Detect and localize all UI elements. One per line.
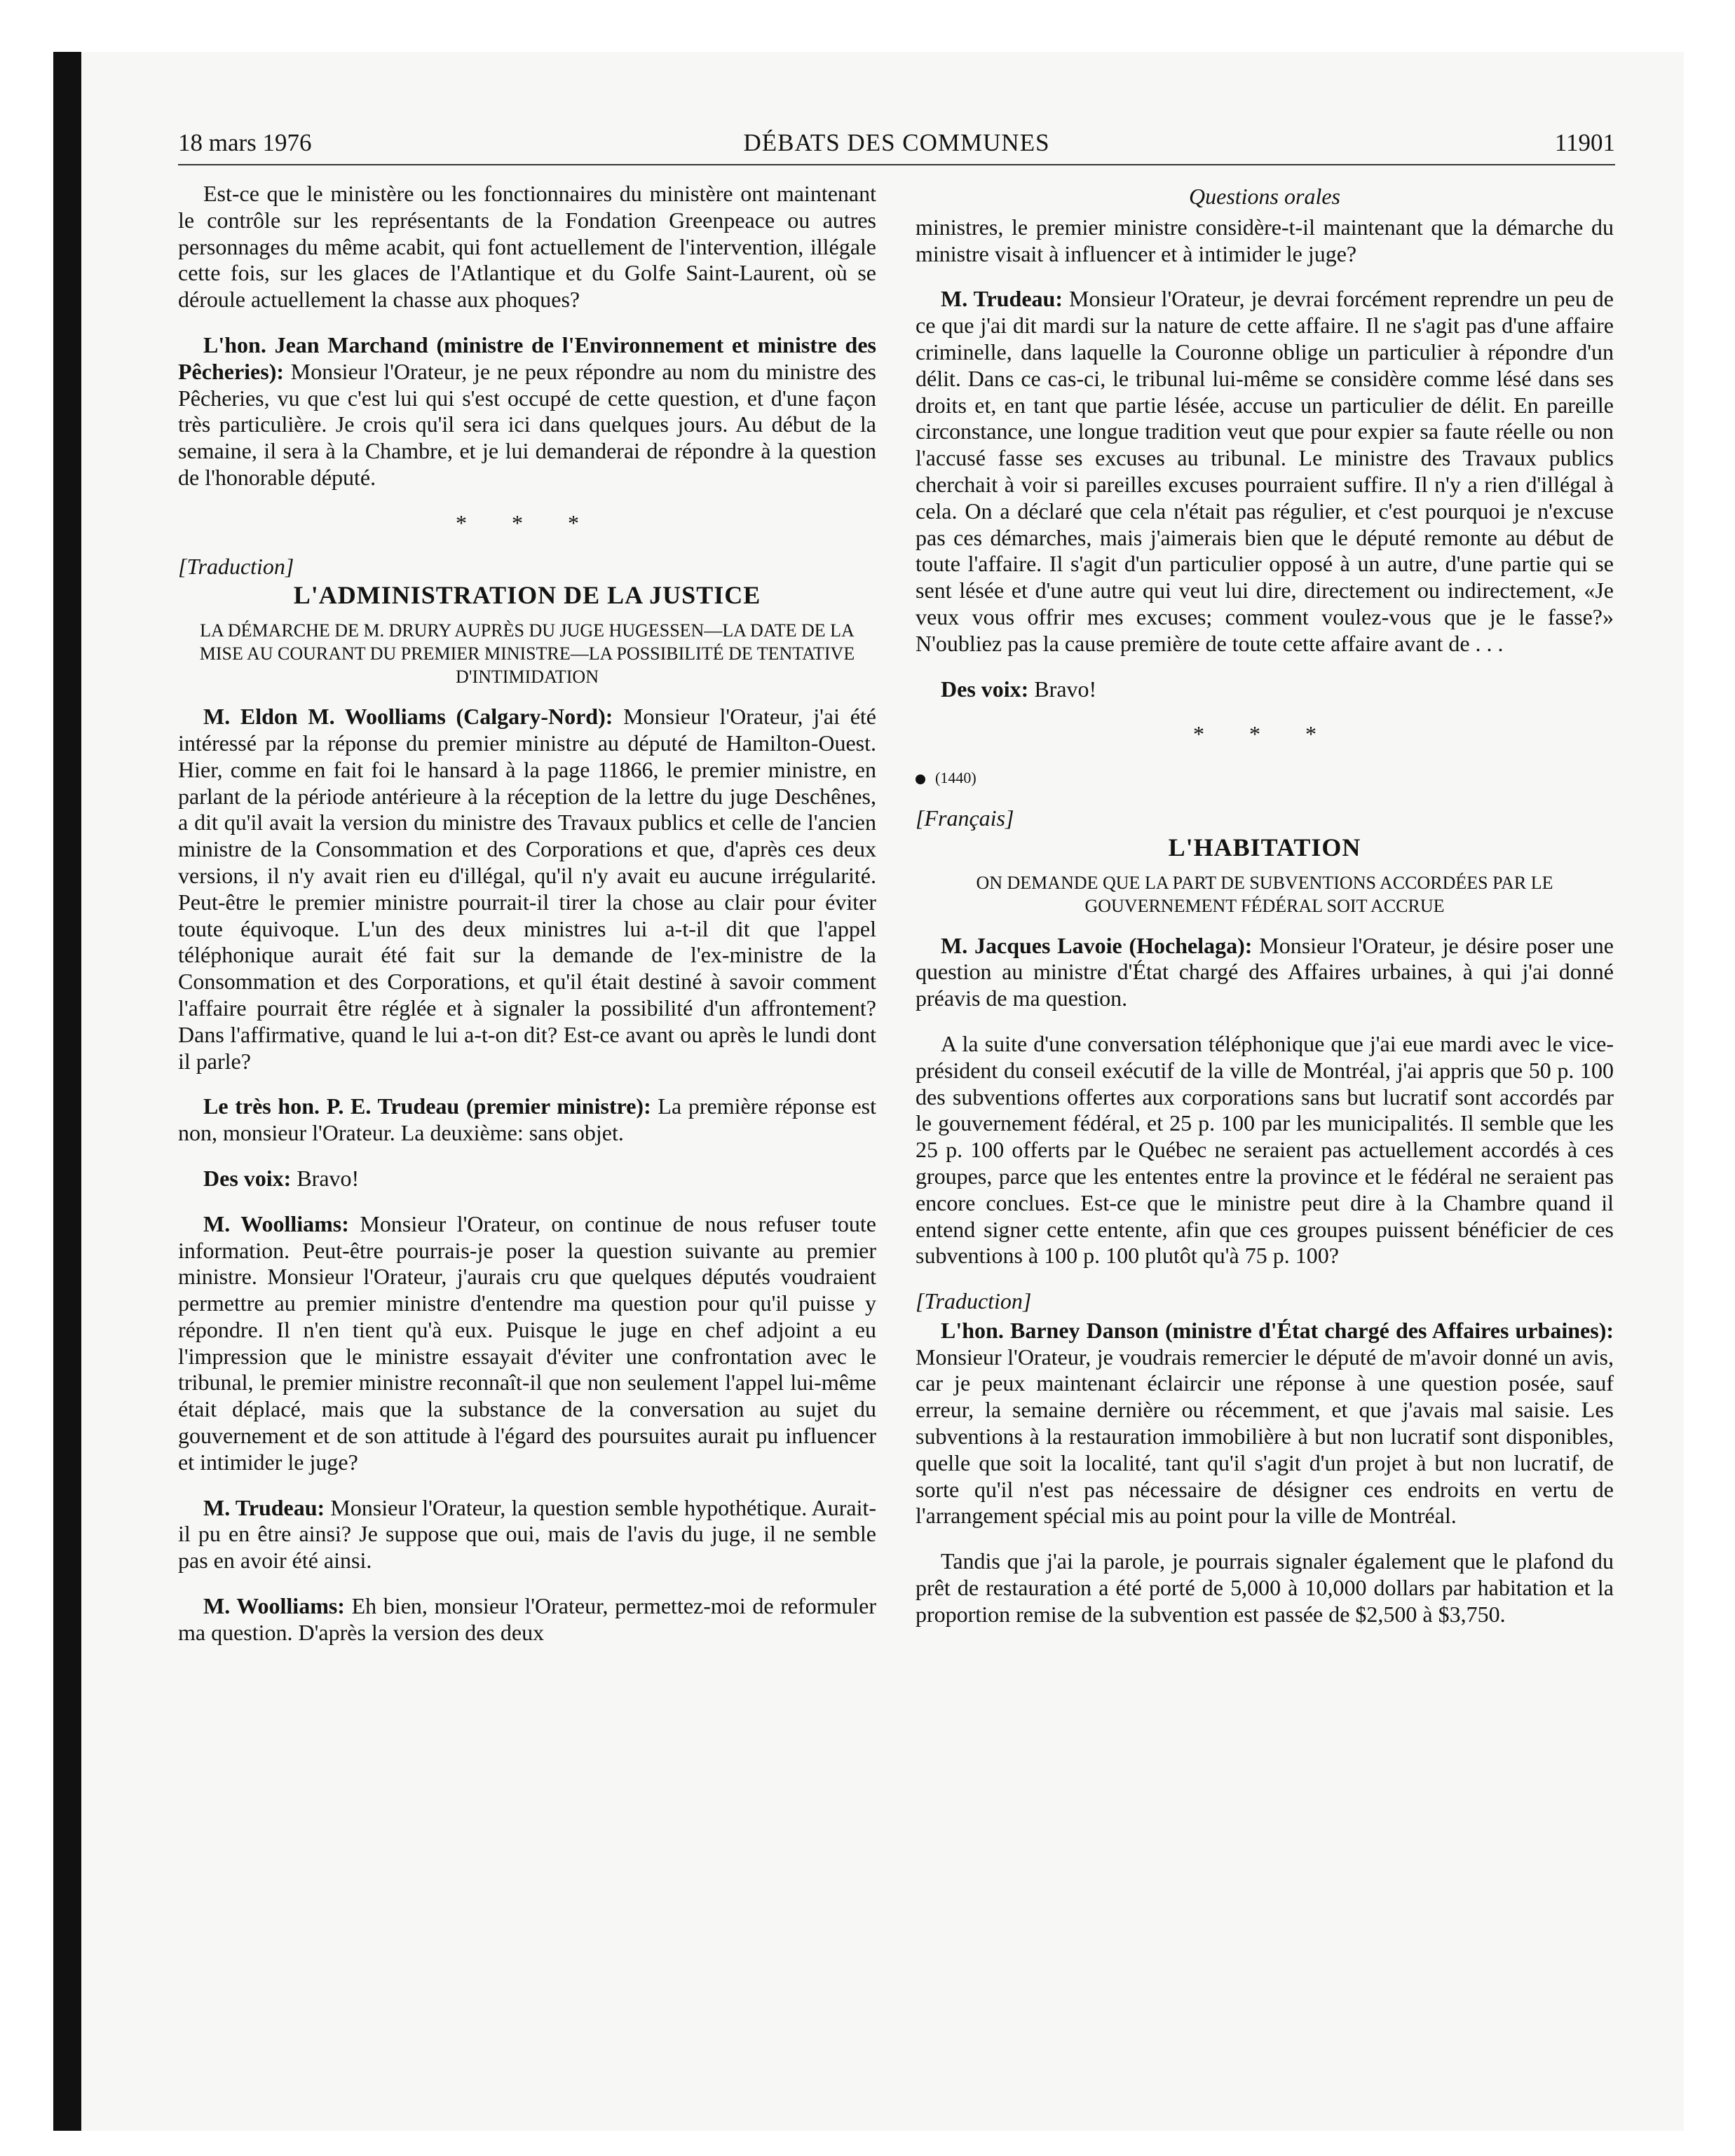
speaker-name: M. Woolliams: [203,1593,345,1619]
section-title: L'ADMINISTRATION DE LA JUSTICE [293,581,761,610]
speech-text: Monsieur l'Orateur, j'ai été intéressé par la réponse du premier ministre au député de Hamilton-Ouest. Hier, comme en fait foi le hansard à la page 11866, le premier ministre, en parlant de la période antérieure à la réception de la lettre du juge Deschênes, a dit qu'il avait la version du ministre des Travaux publics et celle de l'ancien ministre de la Consommation et des Corporations et que, d'après ces deux versions, il n'y avait rien eu d'illégal, qu'il n'y avait eu aucune irrégularité. Peut-être le premier ministre pourrait-il tirer la chose au clair pour éviter toute équivoque. L'un des deux ministres lui a-t-il dit que l'appel téléphonique aurait été fait sur la demande de l'ex-ministre de la Consommation et des Corporations, et qu'il était destiné à savoir comment l'affaire pourrait être réglée et à signaler la possibilité d'un affrontement? Dans l'affirmative, quand le lui a-t-on dit? Est-ce avant ou après le lundi dont il parle? [178,704,876,1074]
speech-text: Bravo! [1028,676,1097,702]
speech-text: Monsieur l'Orateur, je ne peux répondre au nom du ministre des Pêcheries, vu que c'est lui qui s'est occupé de cette question, et d'une façon très particulière. Je crois qu'il sera ici dans quelques jours. Au début de la semaine, il sera à la Chambre, et je lui demanderai de répondre à la question de l'honorable député. [178,358,876,490]
speaker-name: M. Trudeau: [203,1494,325,1520]
speech-text: Monsieur l'Orateur, la question semble hypothétique. Aurait-il pu en être ainsi? Je suppose que oui, mais de l'avis du juge, il ne semble pas en avoir été ainsi. [178,1494,877,1574]
section-subtitle: ON DEMANDE QUE LA PART DE SUBVENTIONS ACCORDÉES PAR LE GOUVERNEMENT FÉDÉRAL SOIT ACCRUE [976,872,1553,916]
speaker-name: M. Jacques Lavoie (Hochelaga): [941,932,1253,958]
paragraph: ministres, le premier ministre considère-t-il maintenant que la démarche du ministre visait à influencer et à intimider le juge? [916,214,1614,266]
section-subtitle: LA DÉMARCHE DE M. DRURY AUPRÈS DU JUGE HUGESSEN—LA DATE DE LA MISE AU COURANT DU PREMIER MINISTRE—LA POSSIBILITÉ DE TENTATIVE D'INTIMIDATION [199,620,855,688]
scan-binding-edge [53,52,81,2131]
paragraph [178,1211,876,1476]
speech-text: Bravo! [291,1165,360,1191]
speaker-name: Des voix: [203,1165,292,1191]
paragraph [178,1593,876,1646]
language-tag: [Français] [916,805,1014,831]
right-column [916,184,1614,1647]
speaker-name: M. Eldon M. Woolliams (Calgary-Nord): [203,704,613,730]
scan-margin [0,0,53,2156]
speaker-name: Le très hon. P. E. Trudeau (premier ministre): [203,1093,651,1119]
translation-tag: [Traduction] [916,1288,1032,1314]
section-title: L'HABITATION [1168,833,1361,861]
page-header [178,125,1615,165]
speech-text: Monsieur l'Orateur, je devrai forcément reprendre un peu de ce que j'ai dit mardi sur la nature de cette affaire. Il ne s'agit pas d'une affaire criminelle, dans laquelle la Couronne oblige un particulier à répondre d'un délit. Dans ce cas-ci, le tribunal lui-même se considère comme lésé dans ses droits et, en tant que partie lésée, accuse un particulier de délit. En pareille circonstance, une longue tradition veut que pour expier sa faute réelle ou non l'accusé fasse ses excuses au tribunal. Le ministre des Travaux publics cherchait à voir si pareilles excuses pourraient suffire. Il n'y a rien d'illégal à cela. On a déclaré que cela n'était pas régulier, et c'est pourquoi je n'excuse pas ces démarches, mais j'aimerais bien que le député remonte au début de toute l'affaire. Il s'agit d'un particulier opposé à un autre, d'une partie qui se sent lésée et d'une autre qui veut lui dire, directement ou indirectement, «Je veux vous offrir mes excuses; comment voulez-vous que je le fasse?» N'oubliez pas la cause première de toute cette affaire avant de . . . [916,286,1614,656]
bullet-icon [916,775,925,784]
speech-text: Monsieur l'Orateur, je désire poser une question au ministre d'État chargé des Affaires urbaines, à qui j'ai donné préavis de ma question. [916,932,1614,1011]
paragraph [178,1495,876,1574]
section-separator: * * * [456,510,599,535]
paragraph [916,676,1614,703]
header-page-number: 11901 [1554,129,1615,156]
paragraph [916,933,1614,1012]
speaker-name: L'hon. Jean Marchand (ministre de l'Environnement et ministre des Pêcheries): [178,332,876,384]
speaker-name: M. Woolliams: [203,1210,349,1236]
paragraph [178,1093,876,1147]
timestamp-text: (1440) [935,769,977,787]
speech-text: Monsieur l'Orateur, on continue de nous refuser toute information. Peut-être pourrais-je poser la question suivante au premier ministre. Monsieur l'Orateur, j'aurais cru que quelques députés voudraient permettre au premier ministre d'entendre ma question pour qu'il puisse y répondre. Il n'en tient qu'à eux. Puisque le juge en chef adjoint a eu l'impression que le ministre essayait d'éviter une confrontation avec le tribunal, le premier ministre reconnaît-il que non seulement l'appel lui-même était déplacé, mais que la substance de la conversation au sujet du gouvernement et de son attitude à l'égard des poursuites aurait pu influencer et intimider le juge? [178,1210,877,1475]
paragraph: Tandis que j'ai la parole, je pourrais signaler également que le plafond du prêt de restauration a été porté de 5,000 à 10,000 dollars par habitation et la proportion remise de la subvention est passée de $2,500 à $3,750. [916,1548,1614,1627]
paragraph [178,1166,876,1192]
paragraph [916,286,1614,657]
speech-text: Monsieur l'Orateur, je voudrais remercier le député de m'avoir donné un avis, car je peux maintenant éclaircir une réponse à une question posée, sauf erreur, la semaine dernière ou récemment, et que j'avais mal saisie. Les subventions à la restauration immobilière à but non lucratif sont disponibles, quelle que soit la localité, tant qu'il s'agit d'un projet à but non lucratif, de sorte qu'il n'est pas nécessaire de désigner ces endroits en vertu de l'arrangement spécial mis au point pour la ville de Montréal. [916,1344,1614,1529]
speaker-name: L'hon. Barney Danson (ministre d'État chargé des Affaires urbaines): [941,1317,1614,1343]
speech-text: Eh bien, monsieur l'Orateur, permettez-moi de reformuler ma question. D'après la version des deux [178,1593,877,1645]
speaker-name: Des voix: [941,676,1029,702]
paragraph [178,332,876,491]
speaker-name: M. Trudeau: [941,286,1063,312]
left-column [178,181,876,1665]
paragraph: A la suite d'une conversation téléphonique que j'ai eue mardi avec le vice-président du conseil exécutif de la ville de Montréal, j'ai appris que 50 p. 100 des subventions offertes aux corporations sans but lucratif sont accordés par le gouvernement fédéral, et 25 p. 100 par les municipalités. Il semble que les 25 p. 100 offerts par le Québec ne seraient pas actuellement accordés à ces groupes, parce que les ententes entre la province et le fédéral ne seraient pas encore conclues. Est-ce que le ministre peut dire à la Chambre quand il entend signer cette entente, afin que ces groupes puissent bénéficier de ces subventions à 100 p. 100 plutôt qu'à 75 p. 100? [916,1030,1614,1269]
translation-tag: [Traduction] [178,553,294,579]
timestamp [916,765,1614,791]
section-separator: * * * [1193,721,1336,747]
header-title: DÉBATS DES COMMUNES [743,129,1050,156]
running-head: Questions orales [1189,184,1340,209]
paragraph [178,704,876,1074]
header-date: 18 mars 1976 [178,129,312,156]
paragraph [916,1318,1614,1529]
paragraph: Est-ce que le ministère ou les fonctionnaires du ministère ont maintenant le contrôle sur les représentants de la Fondation Greenpeace ou autres personnages du même acabit, qui font actuellement de l'intervention, illégale cette fois, sur les glaces de l'Atlantique et du Golfe Saint-Laurent, où se déroule actuellement la chasse aux phoques? [178,181,876,313]
speech-text: La première réponse est non, monsieur l'Orateur. La deuxième: sans objet. [178,1093,877,1146]
